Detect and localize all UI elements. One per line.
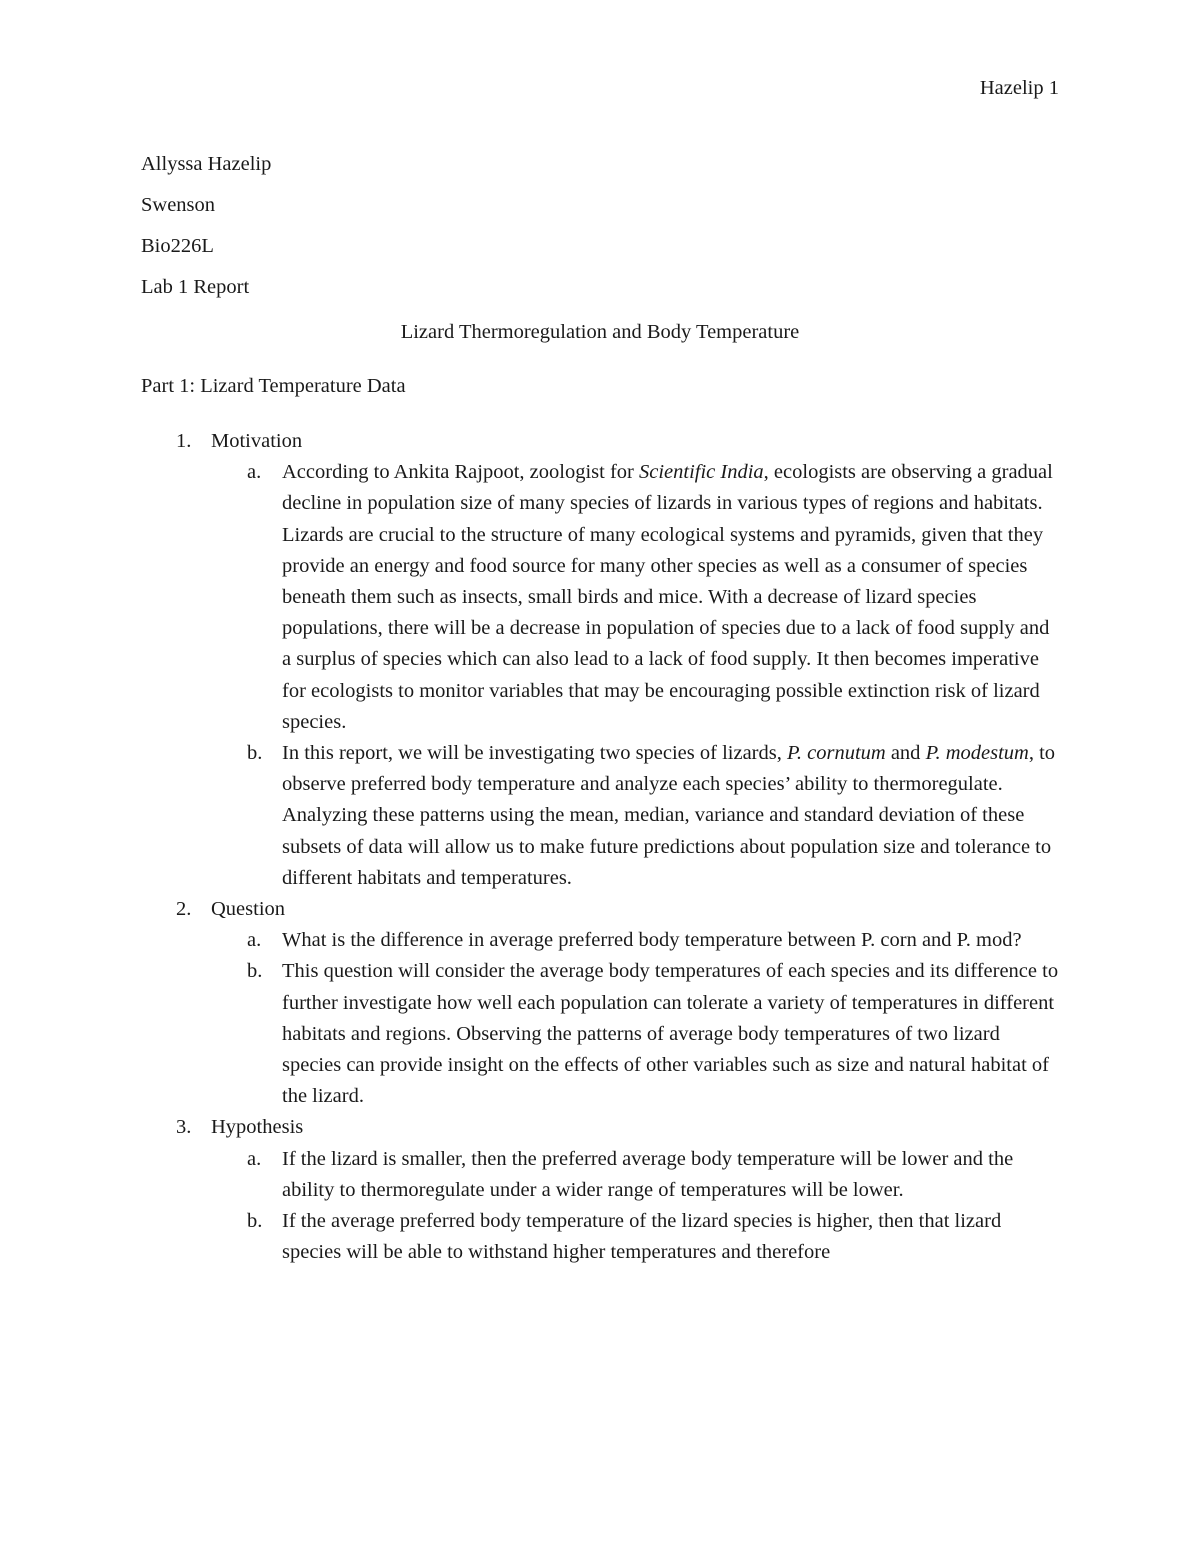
author-name: Allyssa Hazelip	[141, 153, 272, 175]
section-title: Question	[211, 898, 286, 921]
species-name: P. modestum	[925, 742, 1029, 765]
item-text: In this report, we will be investigating two species of lizards, P. cornutum and P. modestum, to observe preferred body temperature and analyze each species’ ability to thermoregulate. Analyzing these patterns using the mean, median, variance and standard deviation of these subsets of data will allow us to make future predictions about population size and tolerance to different habitats and temperatures.	[282, 742, 1056, 889]
section-motivation	[141, 426, 1061, 457]
section-question	[141, 894, 1061, 925]
item-letter: b.	[247, 960, 263, 983]
species-name: P. cornutum	[786, 742, 886, 765]
section-title: Motivation	[211, 430, 303, 452]
list-item	[141, 457, 1061, 738]
list-item	[141, 738, 1061, 894]
item-text: This question will consider the average body temperatures of each species and its difference to further investigate how well each population can tolerate a variety of temperatures in different habitats and regions. Observing the patterns of average body temperatures of two lizard species can provide insight on the effects of other variables such as size and natural habitat of the lizard.	[282, 960, 1059, 1108]
publication-name: Scientific India	[639, 461, 764, 484]
item-text: What is the difference in average preferred body temperature between P. corn and P. mod?	[282, 929, 1022, 952]
item-text: According to Ankita Rajpoot, zoologist for Scientific India, ecologists are observing a gradual decline in population size of many species of lizards in various types of regions and habitats. Lizards are crucial to the structure of many ecological systems and pyramids, given that they provide an energy and food source for many other species as well as a consumer of species beneath them such as insects, small birds and mice. With a decrease of lizard species populations, there will be a decrease in population of species due to a lack of food supply and a surplus of species which can also lead to a lack of food supply. It then becomes imperative for ecologists to monitor variables that may be encouraging possible extinction risk of lizard species.	[282, 461, 1053, 733]
section-number: 1.	[176, 430, 192, 452]
assignment-name: Lab 1 Report	[141, 276, 250, 298]
list-item	[141, 956, 1061, 1112]
instructor-name: Swenson	[141, 194, 216, 216]
item-letter: a.	[247, 1147, 262, 1170]
item-letter: a.	[247, 929, 262, 952]
list-item	[141, 1206, 1061, 1268]
section-hypothesis	[141, 1112, 1061, 1143]
outline	[141, 426, 1061, 1268]
mla-heading	[141, 144, 271, 308]
section-number: 2.	[176, 898, 192, 921]
item-letter: b.	[247, 1210, 263, 1233]
item-letter: b.	[247, 742, 263, 765]
list-item	[141, 1144, 1061, 1206]
section-number: 3.	[176, 1116, 192, 1139]
item-text: If the lizard is smaller, then the preferred average body temperature will be lower and the ability to thermoregulate under a wider range of temperatures will be lower.	[282, 1147, 1014, 1201]
document-title: Lizard Thermoregulation and Body Temperature	[400, 321, 800, 343]
item-text: If the average preferred body temperature of the lizard species is higher, then that lizard species will be able to withstand higher temperatures and therefore	[282, 1210, 1002, 1264]
list-item	[141, 925, 1061, 956]
item-letter: a.	[247, 461, 262, 484]
part-title: Part 1: Lizard Temperature Data	[141, 375, 406, 397]
page-header: Hazelip 1	[979, 77, 1059, 99]
section-title: Hypothesis	[211, 1116, 304, 1139]
course-code: Bio226L	[141, 235, 214, 257]
